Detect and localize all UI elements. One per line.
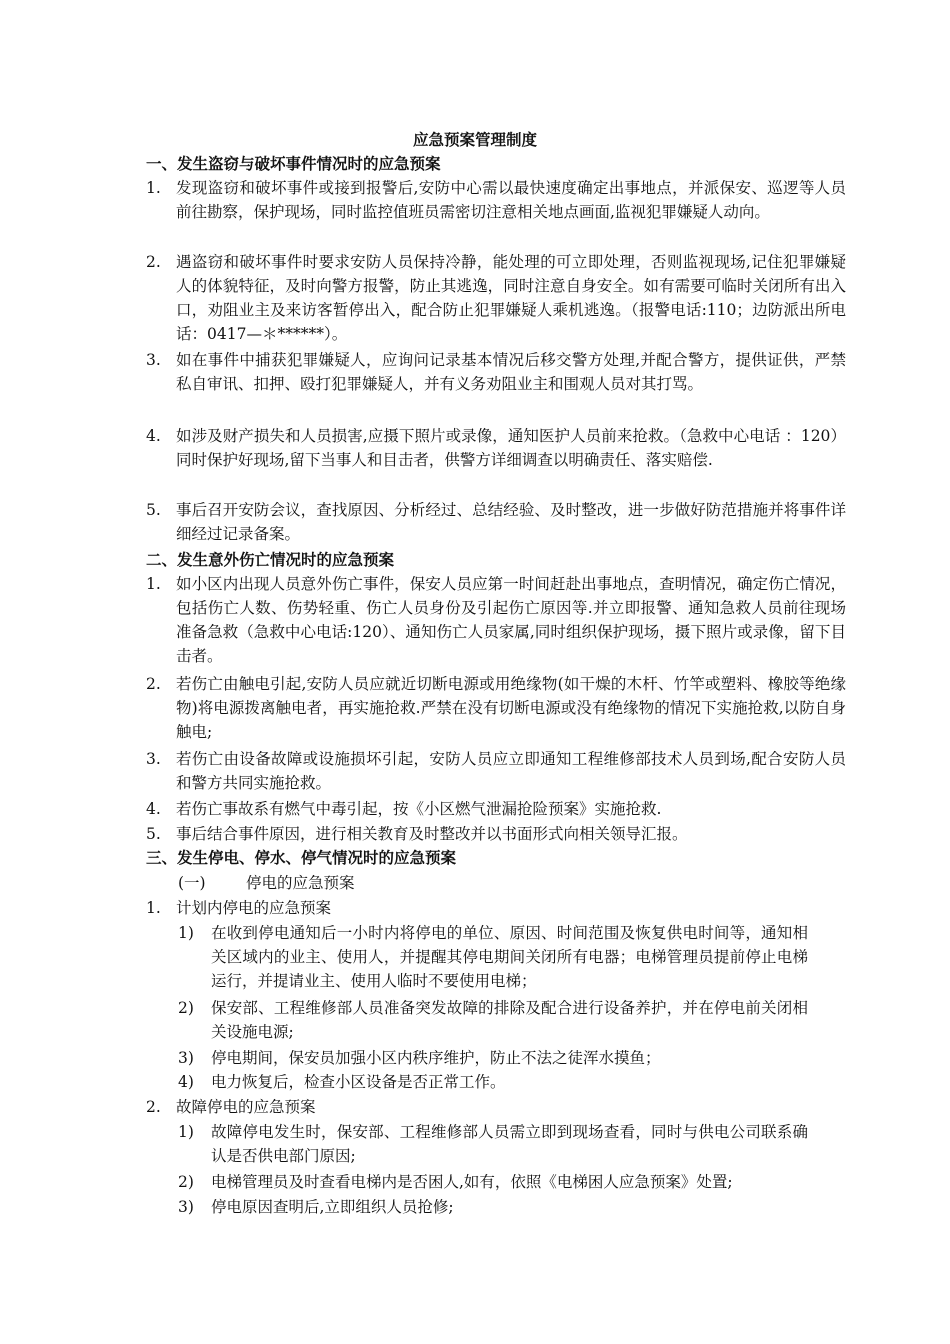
list-item xyxy=(178,1195,808,1219)
item-number: 5. xyxy=(146,825,161,843)
group-title xyxy=(146,896,331,920)
item-number: 2) xyxy=(178,1173,194,1191)
group-text: 计划内停电的应急预案 xyxy=(176,899,332,917)
list-item xyxy=(146,672,846,744)
list-item xyxy=(178,996,808,1044)
item-number: 1) xyxy=(178,924,194,942)
list-item xyxy=(146,250,846,346)
item-text: 事后结合事件原因，进行相关教育及时整改并以书面形式向相关领导汇报。 xyxy=(176,825,688,843)
item-number: 1) xyxy=(178,1123,194,1141)
item-number: 4. xyxy=(146,427,161,445)
list-item xyxy=(146,424,846,472)
subsection-text: 停电的应急预案 xyxy=(246,874,355,892)
item-number: 1. xyxy=(146,575,161,593)
group-title xyxy=(146,1095,316,1119)
item-text: 如涉及财产损失和人员损害,应摄下照片或录像，通知医护人员前来抢救。（急救中心电话 ：120）同时保护好现场,留下当事人和目击者，供警方详细调查以明确责任、落实赔偿. xyxy=(176,427,846,469)
item-text: 遇盗窃和破坏事件时要求安防人员保持冷静，能处理的可立即处理，否则监视现场,记住犯罪嫌疑人的体貌特征，及时向警方报警，防止其逃逸，同时注意自身安全。如有需要可临时关闭所有出入口，劝阻业主及来访客暂停出入，配合防止犯罪嫌疑人乘机逃逸。（报警电话:110；边防派出所电话：0417—＊******）。 xyxy=(176,253,846,343)
item-number: 3. xyxy=(146,750,161,768)
group-number: 1. xyxy=(146,899,161,917)
item-number: 3) xyxy=(178,1198,194,1216)
item-text: 如小区内出现人员意外伤亡事件，保安人员应第一时间赶赴出事地点，查明情况，确定伤亡情况，包括伤亡人数、伤势轻重、伤亡人员身份及引起伤亡原因等.并立即报警、通知急救人员前往现场准备急救（急救中心电话:120）、通知伤亡人员家属,同时组织保护现场，摄下照片或录像，留下目击者。 xyxy=(176,575,846,665)
item-text: 若伤亡由触电引起,安防人员应就近切断电源或用绝缘物(如干燥的木杆、竹竿或塑料、橡胶等绝缘物)将电源拨离触电者，再实施抢救.严禁在没有切断电源或没有绝缘物的情况下实施抢救,以防自身触电; xyxy=(176,675,846,741)
item-text: 停电原因查明后,立即组织人员抢修; xyxy=(211,1198,454,1216)
item-text: 电梯管理员及时查看电梯内是否困人,如有，依照《电梯困人应急预案》处置; xyxy=(211,1173,733,1191)
section-heading: 三、发生停电、停水、停气情况时的应急预案 xyxy=(146,849,457,867)
list-item xyxy=(146,572,846,668)
item-text: 停电期间，保安员加强小区内秩序维护，防止不法之徒浑水摸鱼； xyxy=(211,1049,661,1067)
item-number: 5. xyxy=(146,501,161,519)
item-text: 在收到停电通知后一小时内将停电的单位、原因、时间范围及恢复供电时间等，通知相关区域内的业主、使用人，并提醒其停电期间关闭所有电器；电梯管理员提前停止电梯运行，并提请业主、使用人临时不要使用电梯； xyxy=(211,924,808,990)
subsection-number: (一) xyxy=(178,874,206,892)
item-number: 2) xyxy=(178,999,194,1017)
item-number: 3) xyxy=(178,1049,194,1067)
item-text: 若伤亡由设备故障或设施损坏引起，安防人员应立即通知工程维修部技术人员到场,配合安防人员和警方共同实施抢救。 xyxy=(176,750,846,792)
item-number: 4) xyxy=(178,1073,194,1091)
section-heading: 一、发生盗窃与破坏事件情况时的应急预案 xyxy=(146,155,441,173)
list-item xyxy=(146,747,846,795)
item-number: 4. xyxy=(146,800,161,818)
section-heading: 二、发生意外伤亡情况时的应急预案 xyxy=(146,551,395,569)
item-text: 事后召开安防会议，查找原因、分析经过、总结经验、及时整改，进一步做好防范措施并将事件详细经过记录备案。 xyxy=(176,501,846,543)
document-title: 应急预案管理制度 xyxy=(412,131,537,149)
list-item xyxy=(178,1046,808,1070)
group-text: 故障停电的应急预案 xyxy=(176,1098,316,1116)
item-text: 故障停电发生时，保安部、工程维修部人员需立即到现场查看，同时与供电公司联系确认是否供电部门原因; xyxy=(211,1123,808,1165)
item-number: 3. xyxy=(146,351,161,369)
list-item xyxy=(178,1170,808,1194)
subsection-title xyxy=(178,871,355,895)
item-text: 电力恢复后，检查小区设备是否正常工作。 xyxy=(211,1073,506,1091)
item-text: 如在事件中捕获犯罪嫌疑人，应询问记录基本情况后移交警方处理,并配合警方，提供证供，严禁私自审讯、扣押、殴打犯罪嫌疑人，并有义务劝阻业主和围观人员对其打骂。 xyxy=(176,351,846,393)
list-item xyxy=(146,797,846,821)
list-item xyxy=(146,176,846,224)
item-text: 发现盗窃和破坏事件或接到报警后,安防中心需以最快速度确定出事地点，并派保安、巡逻等人员前往勘察，保护现场，同时监控值班员需密切注意相关地点画面,监视犯罪嫌疑人动向。 xyxy=(176,179,846,221)
list-item xyxy=(178,1120,808,1168)
list-item xyxy=(146,822,846,846)
list-item xyxy=(178,1070,808,1094)
item-number: 2. xyxy=(146,253,161,271)
list-item xyxy=(146,498,846,546)
group-number: 2. xyxy=(146,1098,161,1116)
item-number: 2. xyxy=(146,675,161,693)
list-item xyxy=(178,921,808,993)
item-number: 1. xyxy=(146,179,161,197)
list-item xyxy=(146,348,846,396)
item-text: 若伤亡事故系有燃气中毒引起，按《小区燃气泄漏抢险预案》实施抢救. xyxy=(176,800,662,818)
item-text: 保安部、工程维修部人员准备突发故障的排除及配合进行设备养护，并在停电前关闭相关设施电源; xyxy=(211,999,808,1041)
